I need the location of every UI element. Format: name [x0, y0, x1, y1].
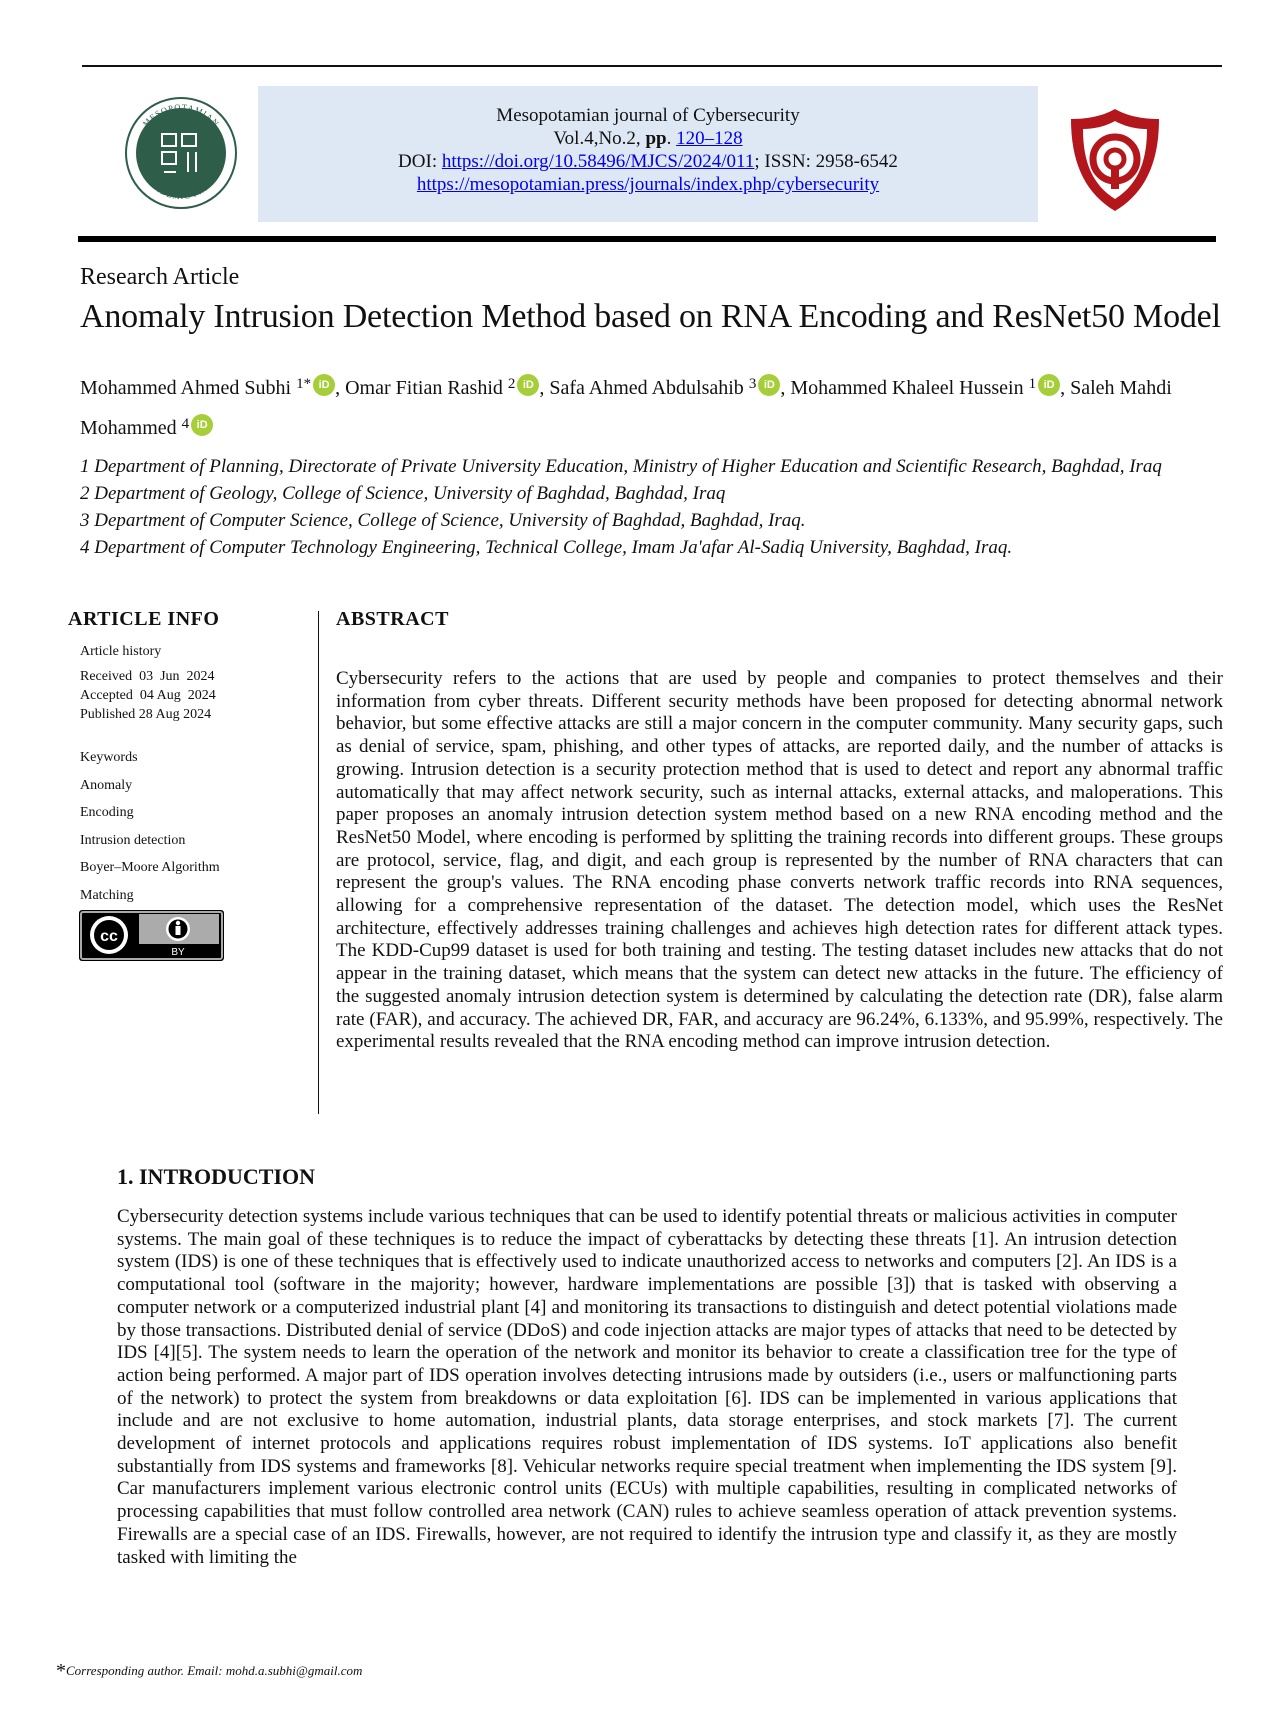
footnote-star: *	[56, 1660, 66, 1682]
author-name: , Saleh Mahdi Mohammed	[80, 377, 1172, 439]
article-history	[80, 642, 216, 724]
keywords-label: Keywords	[80, 750, 138, 765]
keyword-item: Anomaly	[80, 777, 133, 793]
introduction-text: Cybersecurity detection systems include various techniques that can be used to identify potential threats or malicious activities in computer systems. The main goal of these techniques is to reduce the impact of cyberattacks by detecting these threats [1]. An intrusion detection system (IDS) is one of these techniques that is effectively used to indicate unauthorized access to networks and computers [2]. An IDS is a computational tool (software in the majority; however, hardware implementations are possible [3]) that is tasked with observing a computer network or a computerized industrial plant [4] and monitoring its transactions to distinguish and detect potential violations made by those transactions. Distributed denial of service (DDoS) and code injection attacks are major types of attacks that need to be detected by IDS [4][5]. The system needs to learn the operation of the network and monitor its behavior to create a classification tree for the type of action being performed. A major part of IDS operation involves detecting intrusions made by outsiders (i.e., users or malfunctioning parts of the network) to protect the system from breakdowns or data exploitation [6]. IDS can be implemented in various applications that include and are not exclusive to home automation, industrial plants, data storage enterprises, and stock markets [7]. The current development of internet protocols and applications requires robust implementation of IDS systems. IoT applications also benefit substantially from IDS systems and frameworks [8]. Vehicular networks require special treatment when implementing the IDS system [9]. Car manufacturers implement various electronic control units (ECUs) with multiple capabilities, resulting in complicated networks of processing capabilities that must follow controlled area network (CAN) rules to achieve seamless operation of attack prevention systems. Firewalls are a special case of an IDS. Firewalls, however, are not required to identify the intrusion type and classify it, as they are mostly tasked with limiting the	[117, 1206, 1177, 1568]
top-rule	[82, 65, 1222, 67]
author-superscript: 4	[181, 416, 190, 432]
corresponding-author-footnote	[56, 1660, 362, 1683]
paper-title: Anomaly Intrusion Detection Method based on RNA Encoding and ResNet50 Model	[80, 298, 1221, 335]
keyword-item: Boyer–Moore Algorithm	[80, 860, 220, 875]
keyword-item: Matching	[80, 887, 134, 903]
journal-name: Mesopotamian journal of Cybersecurity	[496, 105, 800, 126]
doi-label: DOI:	[398, 151, 442, 172]
keywords-block	[80, 744, 220, 909]
header-thick-rule	[78, 236, 1216, 242]
abstract-text: Cybersecurity refers to the actions that are used by people and companies to protect themselves and their information from cyber threats. Different security methods have been proposed for detecting abnormal network behavior, but some effective attacks are still a major concern in the computer community. Many security gaps, such as denial of service, spam, phishing, and other types of attacks, are reported daily, and the number of attacks is growing. Intrusion detection is a security protection method that is used to detect and report any abnormal traffic automatically that may affect network security, such as internal attacks, external attacks, and maloperations. This paper proposes an anomaly intrusion detection system method based on a new RNA encoding method and the ResNet50 Model, where encoding is performed by splitting the training records into different groups. These groups are protocol, service, flag, and digit, and each group is represented by the number of RNA characters that can represent the group's values. The RNA encoding phase converts network traffic records into RNA sequences, allowing for a comprehensive representation of the dataset. The detection model, which uses the ResNet architecture, effectively addresses training challenges and achieves high detection rates for different attack types. The KDD-Cup99 dataset is used for both training and testing. The testing dataset includes new attacks that do not appear in the training dataset, which means that the system can detect new attacks in the future. The efficiency of the suggested anomaly intrusion detection system is determined by calculating the detection rate (DR), false alarm rate (FAR), and accuracy. The achieved DR, FAR, and accuracy are 96.24%, 6.133%, and 95.99%, respectively. The experimental results revealed that the RNA encoding method can improve intrusion detection.	[336, 668, 1223, 1053]
by-label: BY	[171, 947, 185, 958]
issn-text: ; ISSN: 2958-6542	[754, 151, 898, 172]
volume-line: Vol.4,No.2, pp. 120–128	[553, 128, 743, 149]
publisher-seal-logo	[124, 96, 238, 210]
author-name: , Safa Ahmed Abdulsahib	[539, 377, 749, 399]
journal-shield-logo	[1065, 105, 1165, 215]
seal-text-top: MESOPOTAMIAN	[140, 101, 222, 129]
affiliation-line: 1 Department of Planning, Directorate of Private University Education, Ministry of Higher Education and Scientific Research, Baghdad, Iraq	[80, 456, 1162, 477]
volume-text: Vol.4,No.2,	[553, 128, 646, 149]
received-date: Received 03 Jun 2024	[80, 669, 215, 684]
pages-link[interactable]: 120–128	[676, 128, 743, 149]
seal-text-bottom: ACADEMIC PRESS	[143, 173, 219, 202]
article-info-heading: ARTICLE INFO	[68, 608, 220, 630]
article-type: Research Article	[80, 264, 240, 290]
keyword-item: Encoding	[80, 805, 134, 820]
journal-url-link[interactable]: https://mesopotamian.press/journals/index.php/cybersecurity	[416, 174, 880, 195]
column-divider	[318, 611, 319, 1114]
orcid-icon[interactable]: iD	[313, 374, 335, 396]
orcid-icon[interactable]: iD	[1038, 374, 1060, 396]
published-date: Published 28 Aug 2024	[80, 707, 212, 722]
doi-line	[258, 150, 1038, 173]
abstract-heading: ABSTRACT	[336, 608, 449, 630]
cc-icon-text: cc	[100, 928, 118, 945]
author-superscript: 3	[748, 376, 757, 392]
author-superscript: 2	[507, 376, 516, 392]
author-name: , Omar Fitian Rashid	[335, 377, 508, 399]
keyword-item: Intrusion detection	[80, 832, 186, 848]
affiliation-line: 3 Department of Computer Science, College of Science, University of Baghdad, Baghdad, Iraq.	[80, 510, 806, 531]
journal-header-box	[258, 86, 1038, 222]
author-superscript: 1	[1028, 376, 1037, 392]
author-name: , Mohammed Khaleel Hussein	[780, 377, 1029, 399]
author-name: Mohammed Ahmed Subhi	[80, 377, 297, 399]
affiliation-line: 4 Department of Computer Technology Engineering, Technical College, Imam Ja'afar Al-Sadiq University, Baghdad, Iraq.	[80, 537, 1013, 558]
affiliations	[80, 453, 1162, 561]
orcid-icon[interactable]: iD	[758, 374, 780, 396]
history-label: Article history	[80, 644, 162, 659]
doi-link[interactable]: https://doi.org/10.58496/MJCS/2024/011	[441, 151, 755, 172]
orcid-icon[interactable]: iD	[517, 374, 539, 396]
footnote-text: Corresponding author. Email: mohd.a.subhi@gmail.com	[66, 1663, 363, 1678]
accepted-date: Accepted 04 Aug 2024	[80, 688, 216, 703]
introduction-heading: 1. INTRODUCTION	[117, 1164, 316, 1189]
cc-by-license-badge[interactable]	[79, 910, 224, 961]
author-list	[80, 366, 1220, 446]
pp-label: pp	[645, 128, 667, 149]
author-superscript: 1*	[296, 376, 312, 392]
orcid-icon[interactable]: iD	[191, 414, 213, 436]
affiliation-line: 2 Department of Geology, College of Science, University of Baghdad, Baghdad, Iraq	[80, 483, 726, 504]
